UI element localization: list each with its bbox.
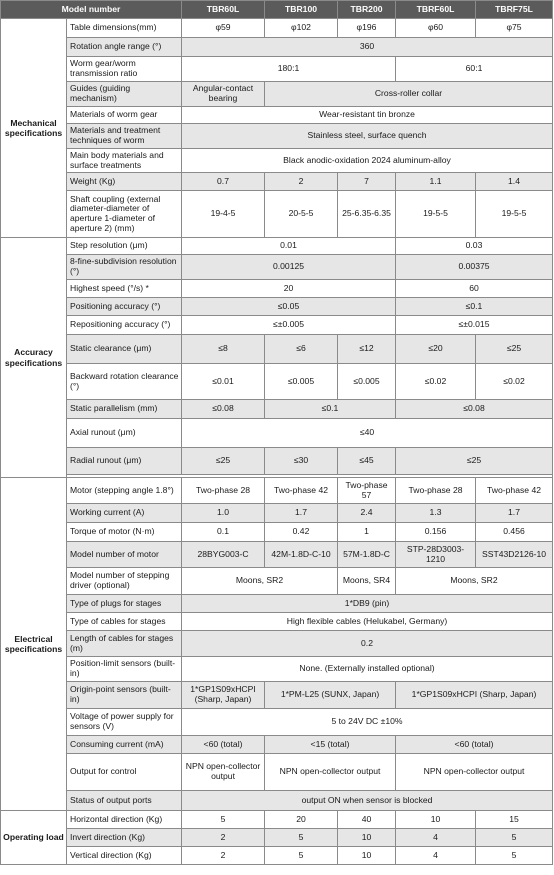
row-label: Positioning accuracy (°) [67, 298, 182, 316]
group-electrical: Electrical specifications [1, 478, 67, 811]
cell: <60 (total) [182, 736, 265, 754]
row-label: Origin-point sensors (built-in) [67, 682, 182, 709]
cell: 10 [338, 847, 396, 865]
row-static-clearance [1, 335, 553, 364]
cell: 1.7 [476, 504, 553, 523]
cell: 57M-1.8D-C [338, 542, 396, 568]
cell: 5 [476, 829, 553, 847]
row-label: Rotation angle range (°) [67, 38, 182, 57]
row-label: Motor (stepping angle 1.8°) [67, 478, 182, 504]
cell: 0.456 [476, 523, 553, 542]
row-label: Repositioning accuracy (°) [67, 316, 182, 335]
row-label: Weight (Kg) [67, 173, 182, 191]
cell: NPN open-collector output [396, 754, 553, 791]
cell: ≤0.1 [396, 298, 553, 316]
cell: 4 [396, 847, 476, 865]
cell: 1 [338, 523, 396, 542]
cell: 42M-1.8D-C-10 [265, 542, 338, 568]
row-cable-length [1, 631, 553, 657]
header-row [1, 1, 553, 19]
cell: 5 [265, 847, 338, 865]
row-label: Static clearance (μm) [67, 335, 182, 364]
cell: ≤25 [476, 335, 553, 364]
row-stepping-driver [1, 568, 553, 595]
cell: 0.156 [396, 523, 476, 542]
cell: Two-phase 28 [396, 478, 476, 504]
row-sensor-voltage [1, 709, 553, 736]
cell: Stainless steel, surface quench [182, 124, 553, 149]
header-tbr200: TBR200 [338, 1, 396, 19]
cell: 1.4 [476, 173, 553, 191]
cell: 1.0 [182, 504, 265, 523]
row-label: Radial runout (μm) [67, 448, 182, 475]
row-horizontal-load [1, 811, 553, 829]
row-label: Status of output ports [67, 791, 182, 811]
row-label: Invert direction (Kg) [67, 829, 182, 847]
cell: ≤20 [396, 335, 476, 364]
header-tbrf60l: TBRF60L [396, 1, 476, 19]
row-label: Vertical direction (Kg) [67, 847, 182, 865]
row-label: Model number of motor [67, 542, 182, 568]
row-worm-gear-material [1, 107, 553, 124]
row-rotation-angle [1, 38, 553, 57]
row-label: Highest speed (°/s) * [67, 280, 182, 298]
cell: 5 [182, 811, 265, 829]
cell: <15 (total) [265, 736, 396, 754]
cell: 60 [396, 280, 553, 298]
cell: φ196 [338, 19, 396, 38]
row-label: Length of cables for stages (m) [67, 631, 182, 657]
cell: Black anodic-oxidation 2024 aluminum-alloy [182, 149, 553, 173]
cell: ≤6 [265, 335, 338, 364]
cell: 20 [182, 280, 396, 298]
row-consuming-current [1, 736, 553, 754]
row-repositioning-accuracy [1, 316, 553, 335]
cell: 5 [476, 847, 553, 865]
cell: ≤0.005 [265, 364, 338, 400]
row-label: Step resolution (μm) [67, 238, 182, 255]
row-shaft-coupling [1, 191, 553, 238]
row-worm-ratio [1, 57, 553, 82]
row-label: 8-fine-subdivision resolution (°) [67, 255, 182, 280]
cell: 360 [182, 38, 553, 57]
cell: 1.7 [265, 504, 338, 523]
row-working-current [1, 504, 553, 523]
cell: ≤40 [182, 419, 553, 448]
group-operating-load: Operating load [1, 811, 67, 865]
row-body-material [1, 149, 553, 173]
cell: Two-phase 42 [476, 478, 553, 504]
cell: 0.01 [182, 238, 396, 255]
cell: 0.1 [182, 523, 265, 542]
cell: SST43D2126-10 [476, 542, 553, 568]
cell: STP-28D3003-1210 [396, 542, 476, 568]
row-vertical-load [1, 847, 553, 865]
cell: 0.2 [182, 631, 553, 657]
cell: 5 to 24V DC ±10% [182, 709, 553, 736]
cell: ≤8 [182, 335, 265, 364]
cell: High flexible cables (Helukabel, Germany) [182, 613, 553, 631]
cell: 5 [265, 829, 338, 847]
cell: 1.3 [396, 504, 476, 523]
row-label: Torque of motor (N·m) [67, 523, 182, 542]
row-invert-load [1, 829, 553, 847]
row-label: Horizontal direction (Kg) [67, 811, 182, 829]
cell: 0.00125 [182, 255, 396, 280]
cell: 28BYG003-C [182, 542, 265, 568]
cell: NPN open-collector output [265, 754, 396, 791]
row-weight [1, 173, 553, 191]
cell: ≤45 [338, 448, 396, 475]
row-label: Main body materials and surface treatments [67, 149, 182, 173]
cell: Moons, SR4 [338, 568, 396, 595]
cell: φ75 [476, 19, 553, 38]
cell: 0.00375 [396, 255, 553, 280]
cell: Moons, SR2 [396, 568, 553, 595]
cell: Cross-roller collar [265, 82, 553, 107]
row-label: Materials of worm gear [67, 107, 182, 124]
row-positioning-accuracy [1, 298, 553, 316]
header-model-number: Model number [1, 1, 182, 19]
cell: 2 [182, 829, 265, 847]
cell: Two-phase 42 [265, 478, 338, 504]
cell: 20 [265, 811, 338, 829]
row-label: Shaft coupling (external diameter-diameter of aperture 1-diameter of aperture 2) (mm) [67, 191, 182, 238]
cell: ≤25 [396, 448, 553, 475]
row-guides [1, 82, 553, 107]
cell: 1*GP1S09xHCPI (Sharp, Japan) [396, 682, 553, 709]
cell: 60:1 [396, 57, 553, 82]
row-torque [1, 523, 553, 542]
cell: output ON when sensor is blocked [182, 791, 553, 811]
row-origin-sensors [1, 682, 553, 709]
cell: 10 [338, 829, 396, 847]
group-accuracy: Accuracy specifications [1, 238, 67, 478]
cell: 40 [338, 811, 396, 829]
row-label: Guides (guiding mechanism) [67, 82, 182, 107]
row-output-control [1, 754, 553, 791]
cell: 4 [396, 829, 476, 847]
cell: 0.42 [265, 523, 338, 542]
row-label: Static parallelism (mm) [67, 400, 182, 419]
cell: φ59 [182, 19, 265, 38]
cell: 2 [182, 847, 265, 865]
row-label: Type of plugs for stages [67, 595, 182, 613]
cell: 1.1 [396, 173, 476, 191]
row-label: Voltage of power supply for sensors (V) [67, 709, 182, 736]
cell: ≤0.1 [265, 400, 396, 419]
header-tbrf75l: TBRF75L [476, 1, 553, 19]
cell: 7 [338, 173, 396, 191]
cell: <60 (total) [396, 736, 553, 754]
cell: 1*PM-L25 (SUNX, Japan) [265, 682, 396, 709]
cell: 180:1 [182, 57, 396, 82]
cell: ≤±0.005 [182, 316, 396, 335]
cell: 1*GP1S09xHCPI (Sharp, Japan) [182, 682, 265, 709]
cell: 2.4 [338, 504, 396, 523]
cell: 19-5-5 [396, 191, 476, 238]
cell: ≤0.005 [338, 364, 396, 400]
row-radial-runout [1, 448, 553, 475]
cell: 0.03 [396, 238, 553, 255]
row-plugs [1, 595, 553, 613]
row-limit-sensors [1, 657, 553, 682]
row-step-resolution [1, 238, 553, 255]
cell: 10 [396, 811, 476, 829]
row-highest-speed [1, 280, 553, 298]
cell: 15 [476, 811, 553, 829]
row-backward-clearance [1, 364, 553, 400]
cell: Moons, SR2 [182, 568, 338, 595]
cell: ≤0.05 [182, 298, 396, 316]
cell: 19-4-5 [182, 191, 265, 238]
cell: None. (Externally installed optional) [182, 657, 553, 682]
row-motor [1, 478, 553, 504]
cell: ≤0.02 [476, 364, 553, 400]
cell: ≤0.08 [182, 400, 265, 419]
row-cables [1, 613, 553, 631]
cell: ≤12 [338, 335, 396, 364]
cell: 25-6.35-6.35 [338, 191, 396, 238]
row-output-status [1, 791, 553, 811]
row-label: Position-limit sensors (built-in) [67, 657, 182, 682]
cell: ≤0.08 [396, 400, 553, 419]
row-table-dimensions [1, 19, 553, 38]
cell: 20-5-5 [265, 191, 338, 238]
row-label: Materials and treatment techniques of worm [67, 124, 182, 149]
cell: φ102 [265, 19, 338, 38]
row-label: Worm gear/worm transmission ratio [67, 57, 182, 82]
row-static-parallelism [1, 400, 553, 419]
cell: ≤25 [182, 448, 265, 475]
group-mechanical: Mechanical specifications [1, 19, 67, 238]
cell: ≤±0.015 [396, 316, 553, 335]
cell: NPN open-collector output [182, 754, 265, 791]
cell: 0.7 [182, 173, 265, 191]
row-label: Output for control [67, 754, 182, 791]
row-label: Model number of stepping driver (optional) [67, 568, 182, 595]
row-worm-material [1, 124, 553, 149]
row-label: Axial runout (μm) [67, 419, 182, 448]
cell: ≤0.01 [182, 364, 265, 400]
cell: Two-phase 28 [182, 478, 265, 504]
row-fine-resolution [1, 255, 553, 280]
row-label: Working current (A) [67, 504, 182, 523]
cell: 2 [265, 173, 338, 191]
row-label: Table dimensions(mm) [67, 19, 182, 38]
row-motor-model [1, 542, 553, 568]
row-axial-runout [1, 419, 553, 448]
header-tbr60l: TBR60L [182, 1, 265, 19]
cell: φ60 [396, 19, 476, 38]
cell: Angular-contact bearing [182, 82, 265, 107]
header-tbr100: TBR100 [265, 1, 338, 19]
row-label: Consuming current (mA) [67, 736, 182, 754]
cell: ≤30 [265, 448, 338, 475]
cell: 19-5-5 [476, 191, 553, 238]
cell: Two-phase 57 [338, 478, 396, 504]
cell: Wear-resistant tin bronze [182, 107, 553, 124]
cell: 1*DB9 (pin) [182, 595, 553, 613]
row-label: Backward rotation clearance (°) [67, 364, 182, 400]
cell: ≤0.02 [396, 364, 476, 400]
row-label: Type of cables for stages [67, 613, 182, 631]
